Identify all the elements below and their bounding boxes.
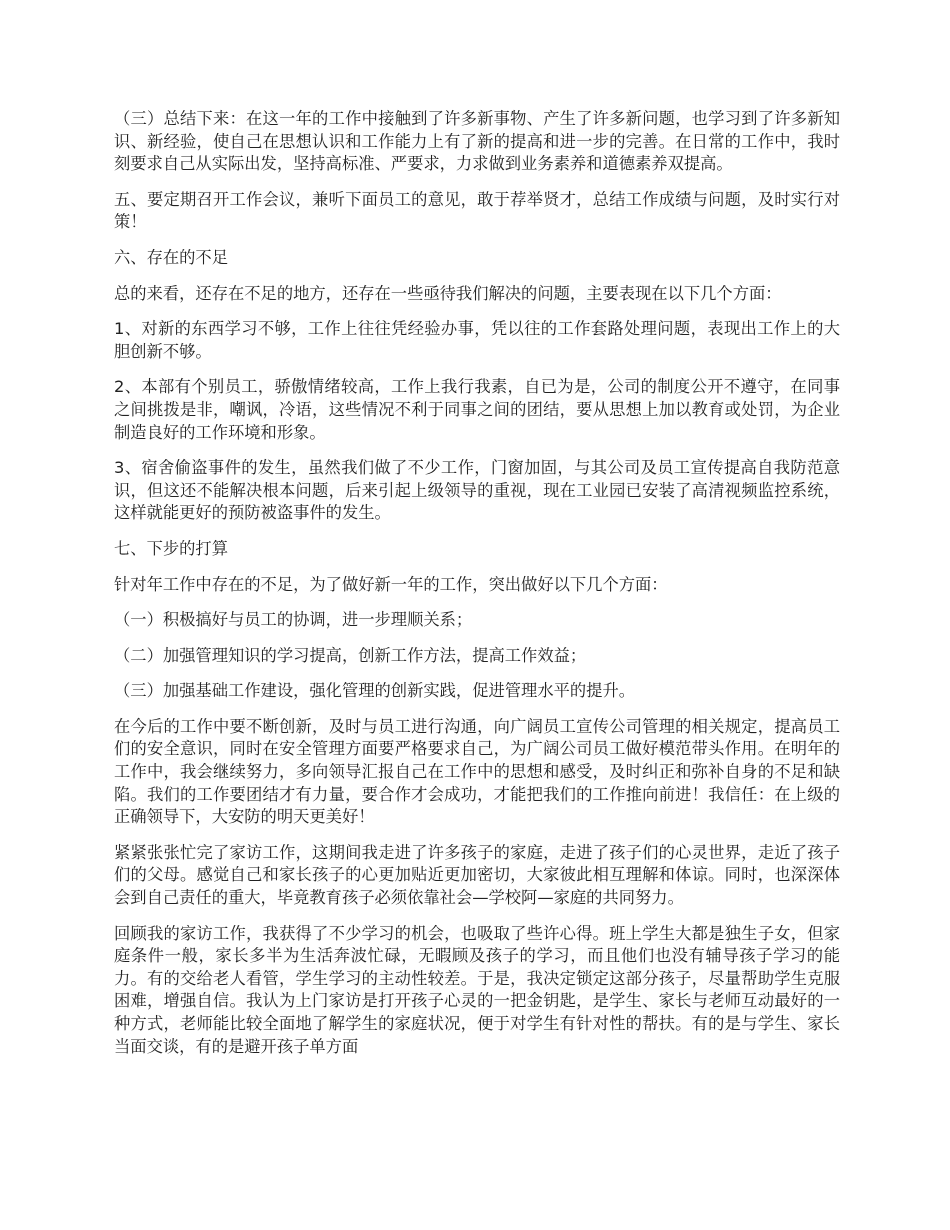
- document-body: [114, 108, 840, 1071]
- paragraph-next-steps-intro: 针对年工作中存在的不足，为了做好新一年的工作，突出做好以下几个方面：: [114, 574, 668, 594]
- section-heading-next-steps: 七、下步的打算: [114, 538, 228, 558]
- paragraph-plan-3: （三）加强基础工作建设，强化管理的创新实践，促进管理水平的提升。: [114, 681, 636, 701]
- paragraph-shortcoming-1: 1、对新的东西学习不够，工作上往往凭经验办事，凭以往的工作套路处理问题，表现出工作上的大胆创新不够。: [114, 319, 840, 361]
- paragraph-future-work: 在今后的工作中要不断创新，及时与员工进行沟通，向广阔员工宣传公司管理的相关规定，提高员工们的安全意识，同时在安全管理方面要严格要求自己，为广阔公司员工做好模范带头作用。在明年的工作中，我会继续努力，多向领导汇报自己在工作中的思想和感受，及时纠正和弥补自身的不足和缺陷。我们的工作要团结才有力量，要合作才会成功，才能把我们的工作推向前进！我信任：在上级的正确领导下，大安防的明天更美好！: [114, 716, 840, 827]
- paragraph-summary: （三）总结下来：在这一年的工作中接触到了许多新事物、产生了许多新问题，也学习到了许多新知识、新经验，使自己在思想认识和工作能力上有了新的提高和进一步的完善。在日常的工作中，我时刻要求自己从实际出发，坚持高标准、严要求，力求做到业务素养和道德素养双提高。: [114, 109, 840, 174]
- paragraph-plan-1: （一）积极搞好与员工的协调，进一步理顺关系；: [114, 610, 473, 630]
- paragraph-shortcomings-intro: 总的来看，还存在不足的地方，还存在一些亟待我们解决的问题，主要表现在以下几个方面：: [114, 283, 782, 303]
- paragraph-shortcoming-2: 2、本部有个别员工，骄傲情绪较高，工作上我行我素，自已为是，公司的制度公开不遵守，在同事之间挑拨是非，嘲讽，冷语，这些情况不利于同事之间的团结，要从思想上加以教育或处罚，为企业制造良好的工作环境和形象。: [114, 377, 840, 442]
- section-heading-shortcomings: 六、存在的不足: [114, 247, 228, 267]
- paragraph-plan-2: （二）加强管理知识的学习提高，创新工作方法，提高工作效益；: [114, 645, 587, 665]
- paragraph-item-five: 五、要定期召开工作会议，兼听下面员工的意见，敢于荐举贤才，总结工作成绩与问题，及时实行对策！: [114, 189, 840, 232]
- paragraph-home-visit-intro: 紧紧张张忙完了家访工作，这期间我走进了许多孩子的家庭，走进了孩子们的心灵世界，走近了孩子们的父母。感觉自己和家长孩子的心更加贴近更加密切，大家彼此相互理解和体谅。同时，也深深体会到自己责任的重大，毕竟教育孩子必须依靠社会—学校阿—家庭的共同努力。: [114, 842, 840, 908]
- paragraph-home-visit-review: 回顾我的家访工作，我获得了不少学习的机会，也吸取了些许心得。班上学生大都是独生子女，但家庭条件一般，家长多半为生活奔波忙碌，无暇顾及孩子的学习，而且他们也没有辅导孩子学习的能力。有的交给老人看管，学生学习的主动性较差。于是，我决定锁定这部分孩子，尽量帮助学生克服困难，增强自信。我认为上门家访是打开孩子心灵的一把金钥匙，是学生、家长与老师互动最好的一种方式，老师能比较全面地了解学生的家庭状况，便于对学生有针对性的帮扶。有的是与学生、家长当面交谈，有的是避开孩子单方面: [114, 923, 840, 1056]
- paragraph-shortcoming-3: 3、宿舍偷盗事件的发生，虽然我们做了不少工作，门窗加固，与其公司及员工宣传提高自我防范意识，但这还不能解决根本问题，后来引起上级领导的重视，现在工业园已安装了高清视频监控系统，这样就能更好的预防被盗事件的发生。: [114, 458, 840, 523]
